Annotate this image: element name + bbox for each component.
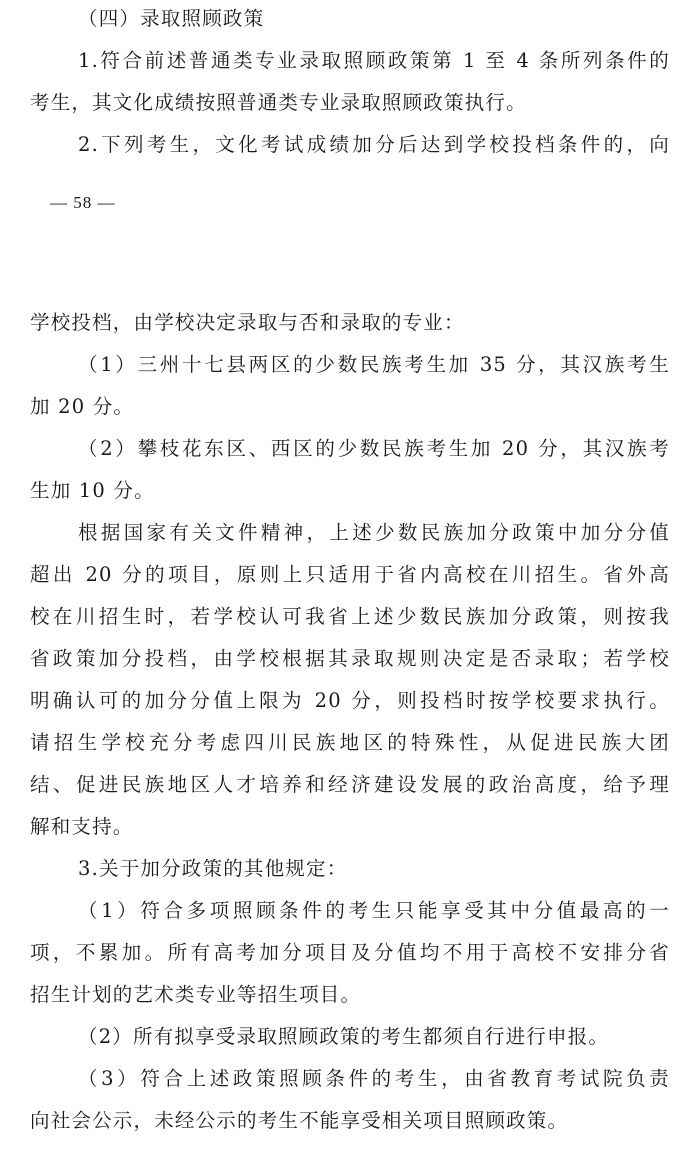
- paragraph-line: 请招生学校充分考虑四川民族地区的特殊性，从促进民族大团: [30, 731, 670, 754]
- paragraph-line: 学校投档，由学校决定录取与否和录取的专业：: [30, 311, 465, 334]
- paragraph-line: 生加 10 分。: [30, 479, 155, 502]
- paragraph-line: 考生，其文化成绩按照普通类专业录取照顾政策执行。: [30, 91, 527, 114]
- paragraph-line: 根据国家有关文件精神，上述少数民族加分政策中加分分值: [78, 521, 670, 544]
- paragraph-line: （2）攀枝花东区、西区的少数民族考生加 20 分，其汉族考: [78, 437, 670, 460]
- paragraph-line: 校在川招生时，若学校认可我省上述少数民族加分政策，则按我: [30, 605, 670, 628]
- paragraph-line: 超出 20 分的项目，原则上只适用于省内高校在川招生。省外高: [30, 563, 670, 586]
- paragraph-line: 3.关于加分政策的其他规定：: [78, 857, 348, 880]
- paragraph-line: 项，不累加。所有高考加分项目及分值均不用于高校不安排分省: [30, 941, 670, 964]
- paragraph-line: 解和支持。: [30, 815, 134, 838]
- paragraph-line: 结、促进民族地区人才培养和经济建设发展的政治高度，给予理: [30, 773, 670, 796]
- paragraph-line: 省政策加分投档，由学校根据其录取规则决定是否录取；若学校: [30, 647, 670, 670]
- paragraph-line: 明确认可的加分分值上限为 20 分，则投档时按学校要求执行。: [30, 689, 670, 712]
- paragraph-line: （3）符合上述政策照顾条件的考生，由省教育考试院负责: [78, 1067, 670, 1090]
- paragraph-line: （1）三州十七县两区的少数民族考生加 35 分，其汉族考生: [78, 353, 670, 376]
- paragraph-line: 1.符合前述普通类专业录取照顾政策第 1 至 4 条所列条件的: [78, 49, 670, 72]
- paragraph-line: 加 20 分。: [30, 395, 135, 418]
- page-number: — 58 —: [50, 193, 116, 212]
- paragraph-line: 招生计划的艺术类专业等招生项目。: [30, 983, 362, 1006]
- paragraph-line: 2.下列考生，文化考试成绩加分后达到学校投档条件的，向: [78, 133, 670, 156]
- paragraph-line: （2）所有拟享受录取照顾政策的考生都须自行进行申报。: [78, 1025, 610, 1048]
- paragraph-line: 向社会公示，未经公示的考生不能享受相关项目照顾政策。: [30, 1109, 569, 1132]
- paragraph-line: （1）符合多项照顾条件的考生只能享受其中分值最高的一: [78, 899, 670, 922]
- section-heading: （四）录取照顾政策: [78, 7, 265, 30]
